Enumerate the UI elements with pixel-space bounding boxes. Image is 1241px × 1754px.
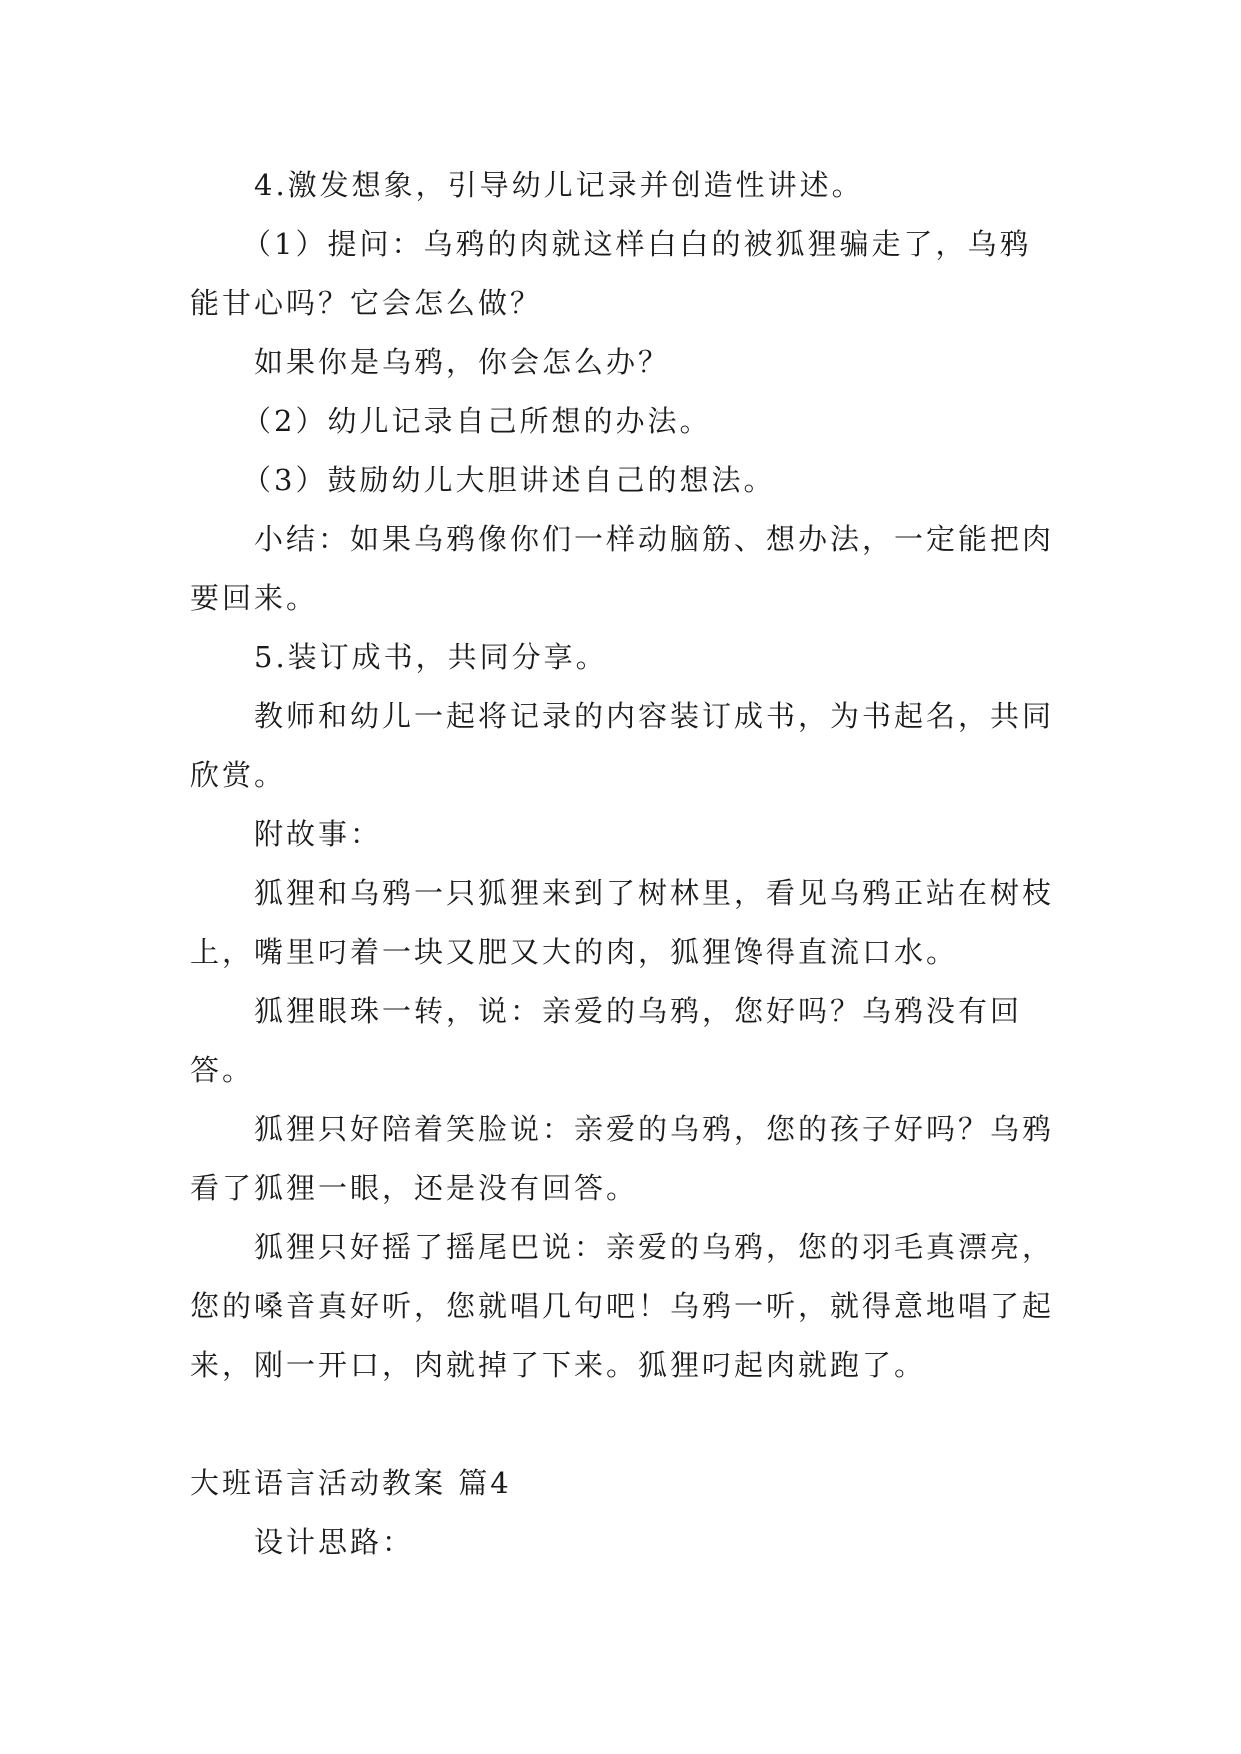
section-heading: 大班语言活动教案 篇4: [190, 1466, 512, 1500]
step-5-heading: 5.装订成书，共同分享。: [254, 640, 608, 674]
document-body: [190, 156, 1060, 1572]
design-idea-subheading: 设计思路：: [254, 1525, 415, 1559]
step-4-question: （1）提问：乌鸦的肉就这样白白的被狐狸骗走了，乌鸦能甘心吗？它会怎么做？: [190, 227, 1032, 320]
story-paragraph: 狐狸只好陪着笑脸说：亲爱的乌鸦，您的孩子好吗？乌鸦看了狐狸一眼，还是没有回答。: [190, 1112, 1055, 1205]
story-label: 附故事：: [254, 817, 383, 851]
story-paragraph: 狐狸只好摇了摇尾巴说：亲爱的乌鸦，您的羽毛真漂亮，您的嗓音真好听，您就唱几句吧！乌鸦一听，就得意地唱了起来，刚一开口，肉就掉了下来。狐狸叼起肉就跑了。: [190, 1230, 1055, 1382]
step-4-encourage: （3）鼓励幼儿大胆讲述自己的想法。: [242, 463, 776, 497]
story-paragraph: 狐狸眼珠一转，说：亲爱的乌鸦，您好吗？乌鸦没有回答。: [190, 994, 1023, 1087]
step-4-record: （2）幼儿记录自己所想的办法。: [242, 404, 712, 438]
step-4-heading: 4.激发想象，引导幼儿记录并创造性讲述。: [254, 168, 864, 202]
step-4-prompt: 如果你是乌鸦，你会怎么办？: [254, 345, 671, 379]
story-paragraph: 狐狸和乌鸦一只狐狸来到了树林里，看见乌鸦正站在树枝上，嘴里叼着一块又肥又大的肉，狐狸馋得直流口水。: [190, 876, 1055, 969]
summary-paragraph: 小结：如果乌鸦像你们一样动脑筋、想办法，一定能把肉要回来。: [190, 522, 1055, 615]
step-5-body: 教师和幼儿一起将记录的内容装订成书，为书起名，共同欣赏。: [190, 699, 1055, 792]
